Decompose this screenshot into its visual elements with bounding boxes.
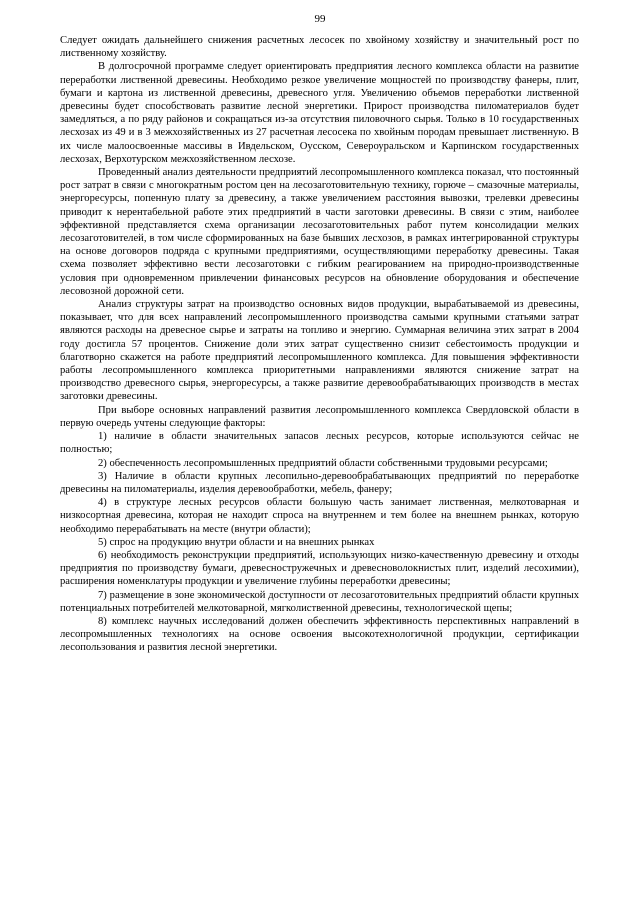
page-body	[60, 34, 579, 655]
list-item-7: 7) размещение в зоне экономической доступности от лесозаготовительных предприятий области крупных потенциальных потребителей мелкотоварной, мягколиственной древесины, технологической щепы;	[60, 589, 579, 614]
list-item-4: 4) в структуре лесных ресурсов области большую часть занимает лиственная, мелкотоварная и низкосортная древесина, которая не находит спроса на внутреннем и тем более на внешнем рынках, которую необходимо перерабатывать на месте (внутри области);	[60, 497, 579, 535]
paragraph-cost-analysis: Проведенный анализ деятельности предприятий лесопромышленного комплекса показал, что постоянный рост затрат в связи с многократным ростом цен на лесозаготовительную технику, горюче – смазочные материалы, энергоресурсы, попенную плату за древесину, а также увеличением расстояния вывозки, трелевки древесины приводит к нерентабельной работе этих предприятий в части заготовки древесины. В связи с этим, наиболее эффективной представляется схема организации лесозаготовительных работ путем консолидации мелких лесозаготовителей, в том числе сформированных на базе бывших лесхозов, в рамках интегрированной структуры на основе договоров подряда с крупными предприятиями, осуществляющими переработку древесины. Такая схема позволяет эффективно вести лесозаготовки с гибким реагированием на природно-производственные условия при одновременном привлечении финансовых ресурсов на обновление оборудования и обеспечение лесовозной дорожной сети.	[60, 167, 579, 297]
list-item-8: 8) комплекс научных исследований должен обеспечить эффективность перспективных направлений в лесопромышленных технологиях на основе освоения высокотехнологичной продукции, сертификации лесопользования и развития лесной энергетики.	[60, 615, 579, 654]
list-item-3: 3) Наличие в области крупных лесопильно-деревообрабатывающих предприятий по переработке древесины на пиломатериалы, изделия деревообработки, мебель, фанеру;	[60, 470, 579, 495]
paragraph-cost-structure: Анализ структуры затрат на производство основных видов продукции, вырабатываемой из древесины, показывает, что для всех направлений лесопромышленного производства самыми крупными статьями затрат являются расходы на древесное сырье и затраты на топливо и энергию. Суммарная величина этих затрат в 2004 году достигла 57 процентов. Снижение доли этих затрат существенно снизит себестоимость продукции и благотворно скажется на работе предприятий лесопромышленного комплекса. Для повышения эффективности работы лесопромышленного комплекса приоритетными направлениями являются снижение затрат на производство древесного сырья, энергоресурсы, а также развитие деревообрабатывающих производств в местах заготовки древесины.	[60, 299, 579, 403]
list-item-6: 6) необходимость реконструкции предприятий, использующих низко-качественную древесину и отходы предприятия по производству бумаги, древесностружечных и древесноволокнистых плит, изделий лесохимии), расширения номенклатуры продукции и увеличение глубины переработки древесины;	[60, 549, 579, 588]
list-item-5: 5) спрос на продукцию внутри области и на внешних рынках	[98, 536, 375, 548]
paragraph-factors-intro: При выборе основных направлений развития лесопромышленного комплекса Свердловской области в первую очередь учтены следующие факторы:	[60, 404, 579, 429]
paragraph-forecast: Следует ожидать дальнейшего снижения расчетных лесосек по хвойному хозяйству и значительный рост по лиственному хозяйству.	[60, 35, 579, 60]
paragraph-long-term-program: В долгосрочной программе следует ориентировать предприятия лесного комплекса области на развитие переработки лиственной древесины. Необходимо резкое увеличение мощностей по производству фанеры, плит, бумаги и картона из лиственной древесины, древесного угля. Увеличению объемов переработки лиственной древесины будет способствовать развитие лесной энергетики. Прирост производства пиломатериалов будет замедляться, а по ряду районов и сокращаться из-за отсутствия пиловочного сырья. Только в 10 государственных лесхозах из 49 и в 3 межхозяйственных из 27 расчетная лесосека по хвойным породам превышает лиственную. В их числе малоосвоенные массивы в Ивдельском, Оусском, Североуральском и Карпинском государственных лесхозах, Верхотурском межхозяйственном лесхозе.	[60, 61, 579, 165]
list-item-2: 2) обеспеченность лесопромышленных предприятий области собственными трудовыми ресурсами;	[98, 457, 548, 469]
list-item-1: 1) наличие в области значительных запасов лесных ресурсов, которые используются сейчас не полностью;	[60, 431, 579, 456]
page-number: 99	[314, 13, 326, 25]
